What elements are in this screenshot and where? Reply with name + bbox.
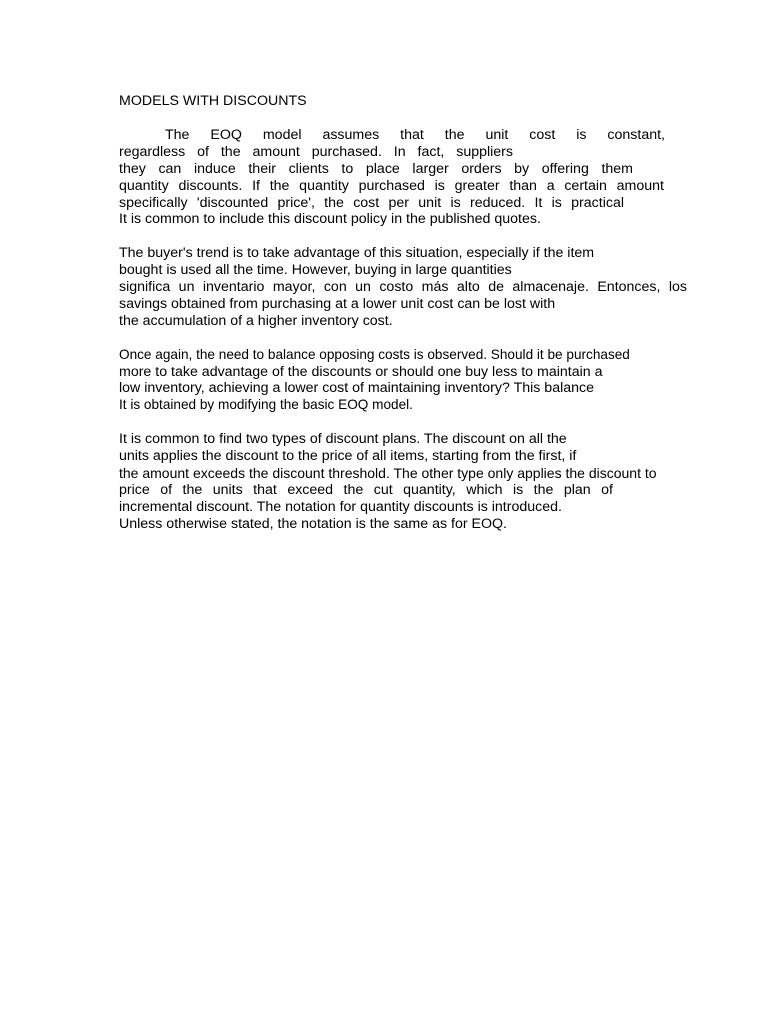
- text-line: savings obtained from purchasing at a lower unit cost can be lost with: [119, 295, 556, 312]
- paragraph-buyer-trend: [119, 245, 739, 330]
- text-line: specifically 'discounted price', the cost per unit is reduced. It is practical: [119, 194, 624, 211]
- text-line: It is obtained by modifying the basic EOQ model.: [119, 397, 413, 413]
- text-line: price of the units that exceed the cut quantity, which is the plan of: [119, 481, 613, 498]
- text-line: significa un inventario mayor, con un costo más alto de almacenaje. Entonces, los: [119, 279, 687, 296]
- text-line: Unless otherwise stated, the notation is the same as for EOQ.: [119, 515, 507, 532]
- text-line: Once again, the need to balance opposing costs is observed. Should it be purchased: [119, 346, 630, 362]
- text-line: more to take advantage of the discounts or should one buy less to maintain a: [119, 363, 603, 380]
- text-line: the amount exceeds the discount threshold. The other type only applies the discount to: [119, 464, 657, 481]
- text-line: they can induce their clients to place larger orders by offering them: [119, 160, 633, 177]
- text-line: units applies the discount to the price of all items, starting from the first, if: [119, 448, 577, 465]
- document-title: MODELS WITH DISCOUNTS: [119, 93, 307, 109]
- text-line: It is common to find two types of discount plans. The discount on all the: [119, 431, 567, 448]
- document-body: [119, 93, 739, 550]
- text-line: the accumulation of a higher inventory cost.: [119, 312, 393, 329]
- text-line: The buyer's trend is to take advantage of this situation, especially if the item: [119, 245, 595, 262]
- paragraph-eoq-assumption: [119, 127, 739, 228]
- paragraph-balance-costs: [119, 347, 739, 415]
- paragraph-discount-plans: [119, 431, 739, 532]
- text-line: It is common to include this discount policy in the published quotes.: [119, 211, 541, 228]
- text-line: bought is used all the time. However, buying in large quantities: [119, 262, 512, 279]
- text-line: low inventory, achieving a lower cost of maintaining inventory? This balance: [119, 380, 595, 397]
- text-line: quantity discounts. If the quantity purchased is greater than a certain amount: [119, 177, 664, 194]
- text-line: regardless of the amount purchased. In fact, suppliers: [119, 143, 513, 160]
- text-line: incremental discount. The notation for quantity discounts is introduced.: [119, 498, 562, 515]
- text-line: The EOQ model assumes that the unit cost is constant,: [165, 126, 665, 143]
